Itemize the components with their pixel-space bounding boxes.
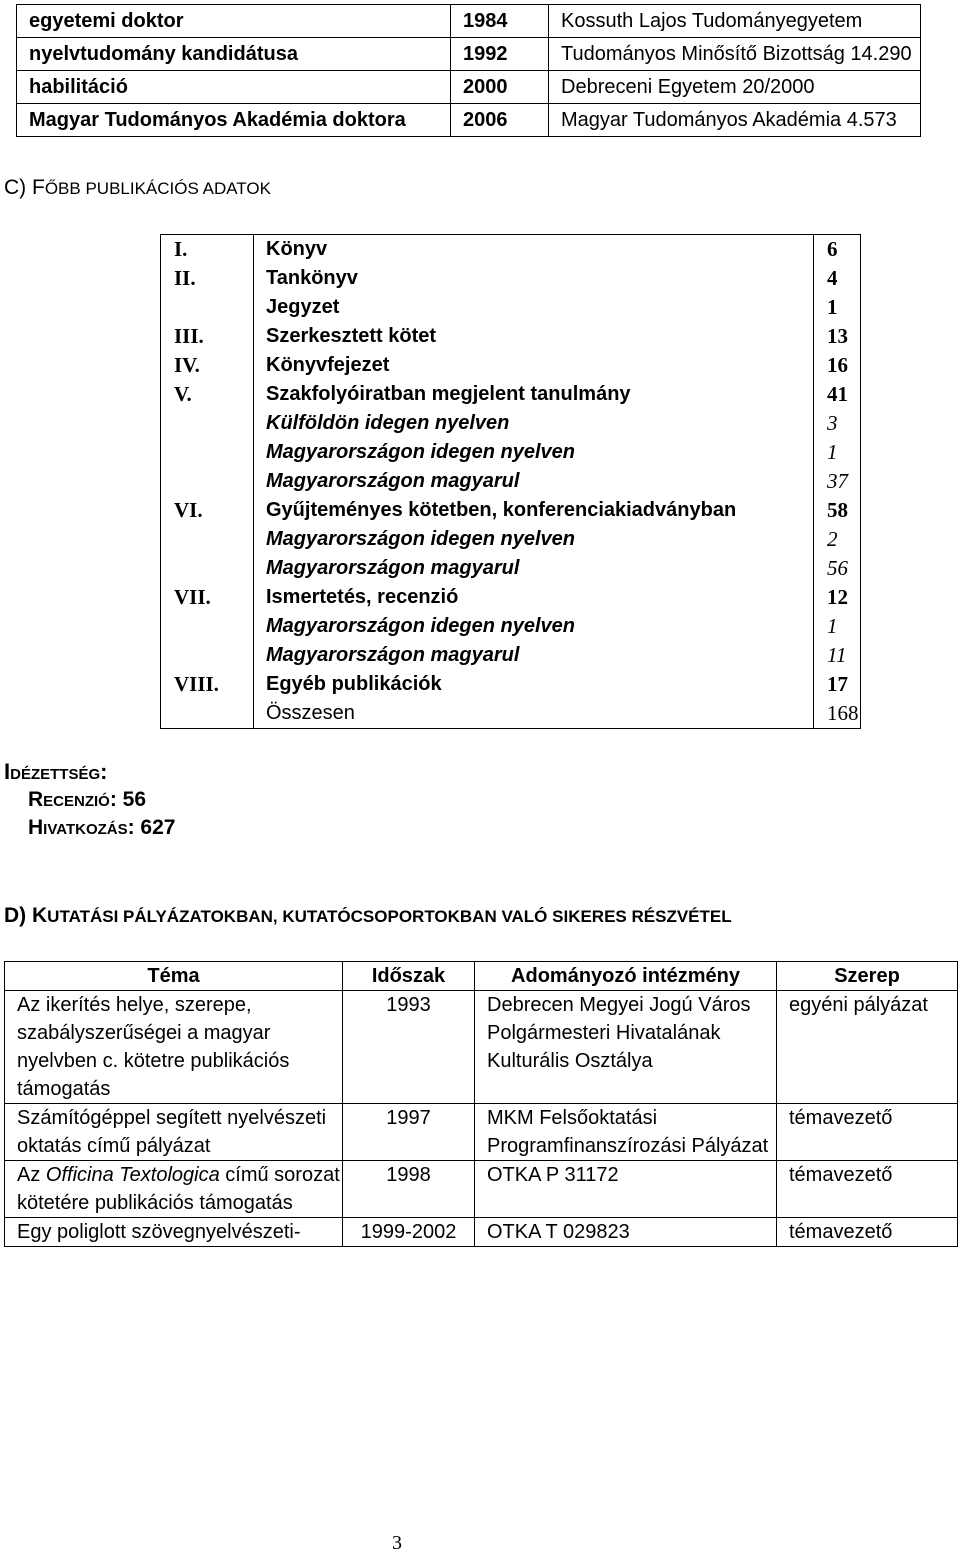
- grant-role: témavezető: [777, 1218, 958, 1247]
- publication-number: I.: [161, 235, 254, 265]
- publication-subrow: [161, 409, 861, 438]
- publication-number: [161, 612, 254, 641]
- publication-subrow: [161, 641, 861, 670]
- publication-number: [161, 467, 254, 496]
- grant-period: 1997: [343, 1104, 475, 1161]
- publication-count: 17: [814, 670, 861, 699]
- publication-label: Gyűjteményes kötetben, konferenciakiadványban: [254, 496, 814, 525]
- degree-row: [17, 71, 921, 104]
- degree-institution: Debreceni Egyetem 20/2000: [549, 71, 921, 104]
- grants-header-period: Időszak: [343, 962, 475, 991]
- section-c-prefix: C): [4, 176, 32, 199]
- page-number: 3: [392, 1532, 402, 1554]
- publication-number: V.: [161, 380, 254, 409]
- publication-count: 16: [814, 351, 861, 380]
- citations-reference: Hivatkozás: 627: [28, 816, 176, 839]
- degree-year: 1992: [451, 38, 549, 71]
- publication-number: II.: [161, 264, 254, 293]
- publication-label: Szakfolyóiratban megjelent tanulmány: [254, 380, 814, 409]
- publication-label: Magyarországon idegen nyelven: [254, 438, 814, 467]
- degree-year: 1984: [451, 5, 549, 38]
- grant-role: egyéni pályázat: [777, 991, 958, 1104]
- degree-title: Magyar Tudományos Akadémia doktora: [17, 104, 451, 137]
- publication-subrow: [161, 612, 861, 641]
- publication-total-count: 168: [814, 699, 861, 729]
- publication-number: [161, 293, 254, 322]
- grant-donor: MKM Felsőoktatási Programfinanszírozási Pályázat: [475, 1104, 777, 1161]
- publication-label: Magyarországon idegen nyelven: [254, 612, 814, 641]
- publication-number: [161, 641, 254, 670]
- degrees-table: [16, 4, 921, 137]
- section-c-cap: F: [32, 176, 45, 199]
- degree-year: 2000: [451, 71, 549, 104]
- grant-donor: OTKA T 029823: [475, 1218, 777, 1247]
- grants-header-topic: Téma: [5, 962, 343, 991]
- publication-count: 3: [814, 409, 861, 438]
- grant-period: 1999-2002: [343, 1218, 475, 1247]
- publications-table: [160, 234, 861, 729]
- publication-subrow: [161, 467, 861, 496]
- publication-count: 4: [814, 264, 861, 293]
- publication-subrow: [161, 438, 861, 467]
- degree-row: [17, 104, 921, 137]
- publication-label: Könyv: [254, 235, 814, 265]
- publication-number: [161, 554, 254, 583]
- publication-label: Ismertetés, recenzió: [254, 583, 814, 612]
- section-c-rest: ŐBB PUBLIKÁCIÓS ADATOK: [44, 179, 271, 198]
- publication-row: [161, 351, 861, 380]
- publication-number: III.: [161, 322, 254, 351]
- publication-count: 1: [814, 612, 861, 641]
- grant-topic: Az ikerítés helye, szerepe, szabályszerűségei a magyar nyelvben c. kötetre publikációs támogatás: [5, 991, 343, 1104]
- publication-row: [161, 322, 861, 351]
- publication-count: 11: [814, 641, 861, 670]
- publication-count: 1: [814, 438, 861, 467]
- degree-institution: Magyar Tudományos Akadémia 4.573: [549, 104, 921, 137]
- grant-topic-post: című sorozat kötetére publikációs támogatás: [17, 1164, 340, 1214]
- degree-row: [17, 38, 921, 71]
- publication-count: 1: [814, 293, 861, 322]
- grant-topic: [5, 1161, 343, 1218]
- publication-number: [161, 699, 254, 729]
- degree-institution: Kossuth Lajos Tudományegyetem: [549, 5, 921, 38]
- section-c-heading: [4, 176, 271, 200]
- citations-title: Idézettség:: [4, 759, 108, 784]
- publication-label: Magyarországon magyarul: [254, 467, 814, 496]
- citations-review: Recenzió: 56: [28, 788, 147, 811]
- grant-role: témavezető: [777, 1104, 958, 1161]
- degree-year: 2006: [451, 104, 549, 137]
- publication-number: VII.: [161, 583, 254, 612]
- section-d-heading: [4, 904, 732, 928]
- grant-period: 1998: [343, 1161, 475, 1218]
- publication-number: IV.: [161, 351, 254, 380]
- publication-count: 41: [814, 380, 861, 409]
- publication-count: 2: [814, 525, 861, 554]
- publication-row: [161, 293, 861, 322]
- publication-label: Jegyzet: [254, 293, 814, 322]
- section-d-rest: UTATÁSI PÁLYÁZATOKBAN, KUTATÓCSOPORTOKBAN VALÓ SIKERES RÉSZVÉTEL: [47, 907, 732, 926]
- grant-topic: Számítógéppel segített nyelvészeti oktatás című pályázat: [5, 1104, 343, 1161]
- publication-number: [161, 438, 254, 467]
- grant-donor: Debrecen Megyei Jogú Város Polgármesteri Hivatalának Kulturális Osztálya: [475, 991, 777, 1104]
- grants-table: [4, 961, 958, 1247]
- publication-number: VI.: [161, 496, 254, 525]
- publication-row: [161, 583, 861, 612]
- degree-title: nyelvtudomány kandidátusa: [17, 38, 451, 71]
- publication-row: [161, 496, 861, 525]
- publication-row: [161, 264, 861, 293]
- publication-subrow: [161, 525, 861, 554]
- degree-institution: Tudományos Minősítő Bizottság 14.290: [549, 38, 921, 71]
- publication-row: [161, 380, 861, 409]
- grants-header-role: Szerep: [777, 962, 958, 991]
- publication-count: 56: [814, 554, 861, 583]
- publication-label: Egyéb publikációk: [254, 670, 814, 699]
- grant-topic: Egy poliglott szövegnyelvészeti-: [5, 1218, 343, 1247]
- grant-topic-series-title: Officina Textologica: [45, 1164, 220, 1186]
- grant-period: 1993: [343, 991, 475, 1104]
- publication-label: Szerkesztett kötet: [254, 322, 814, 351]
- grant-row: [5, 1104, 958, 1161]
- section-d-cap: K: [32, 904, 48, 927]
- publication-row: [161, 670, 861, 699]
- grant-donor: OTKA P 31172: [475, 1161, 777, 1218]
- degree-title: habilitáció: [17, 71, 451, 104]
- grant-topic-pre: Az: [17, 1164, 46, 1186]
- publication-count: 6: [814, 235, 861, 265]
- publication-subrow: [161, 554, 861, 583]
- publication-label: Magyarországon idegen nyelven: [254, 525, 814, 554]
- publication-total-row: [161, 699, 861, 729]
- publication-count: 12: [814, 583, 861, 612]
- publication-row: [161, 235, 861, 265]
- publication-label: Magyarországon magyarul: [254, 554, 814, 583]
- publication-total-label: Összesen: [254, 699, 814, 729]
- section-d-prefix: D): [4, 904, 32, 927]
- grant-row: [5, 991, 958, 1104]
- grants-header-donor: Adományozó intézmény: [475, 962, 777, 991]
- grant-row: [5, 1161, 958, 1218]
- degree-title: egyetemi doktor: [17, 5, 451, 38]
- degree-row: [17, 5, 921, 38]
- publication-number: VIII.: [161, 670, 254, 699]
- publication-label: Tankönyv: [254, 264, 814, 293]
- grant-role: témavezető: [777, 1161, 958, 1218]
- grant-row: [5, 1218, 958, 1247]
- publication-count: 58: [814, 496, 861, 525]
- publication-count: 37: [814, 467, 861, 496]
- grants-header-row: [5, 962, 958, 991]
- publication-label: Külföldön idegen nyelven: [254, 409, 814, 438]
- publication-label: Könyvfejezet: [254, 351, 814, 380]
- publication-label: Magyarországon magyarul: [254, 641, 814, 670]
- publication-number: [161, 409, 254, 438]
- publication-number: [161, 525, 254, 554]
- publication-count: 13: [814, 322, 861, 351]
